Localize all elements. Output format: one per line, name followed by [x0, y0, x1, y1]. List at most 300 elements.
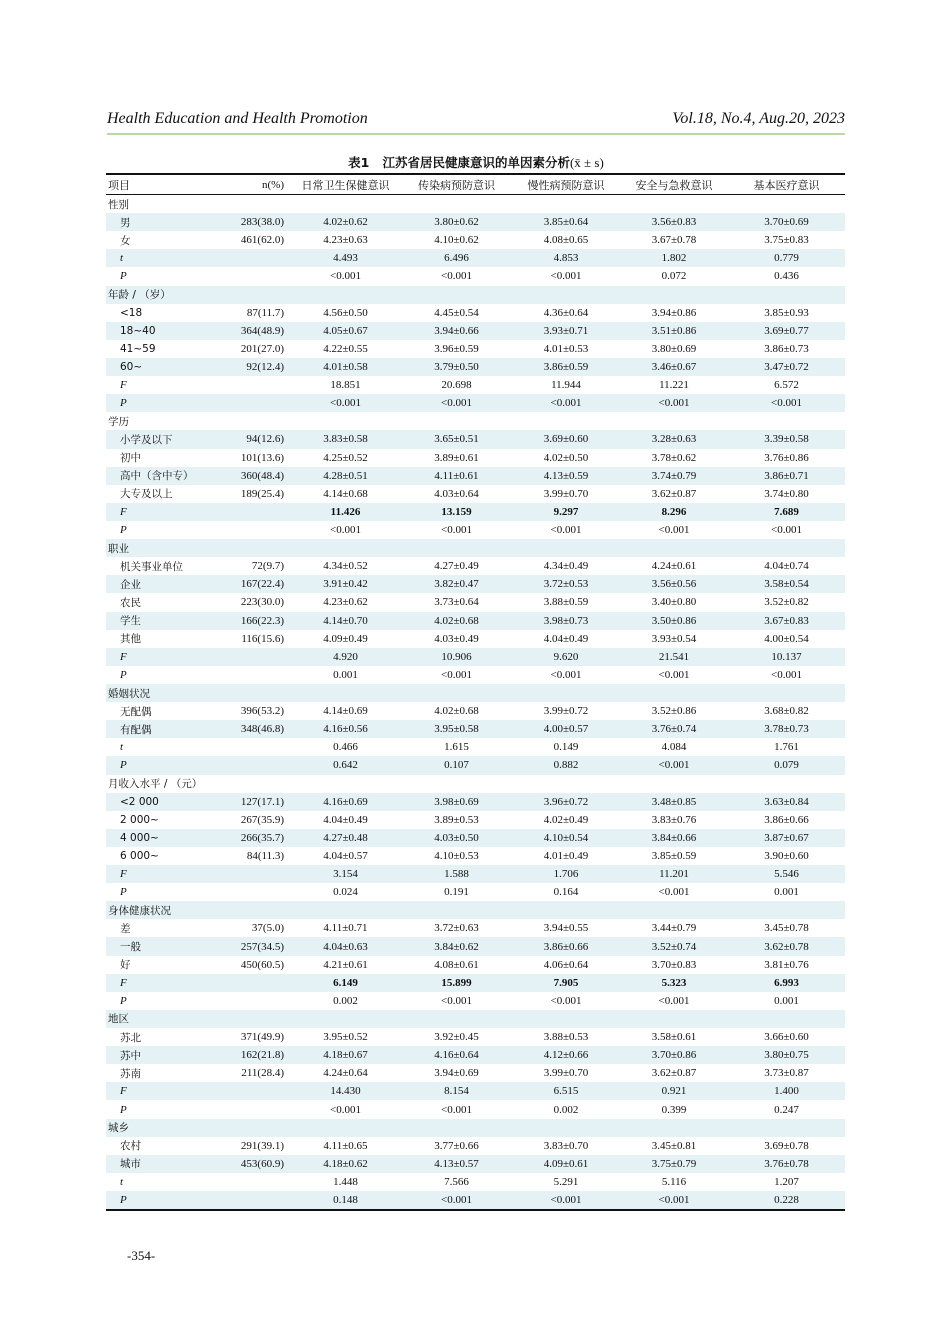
row-n-percent: 453(60.9) [206, 1155, 290, 1173]
row-label: P [106, 394, 206, 412]
row-value-4: <0.001 [658, 886, 690, 899]
row-value-1: 3.95±0.52 [323, 1031, 368, 1044]
row-value-3: 4.08±0.65 [543, 234, 589, 247]
table-row [106, 593, 845, 611]
header-rule [107, 133, 845, 135]
row-value-4: 11.221 [659, 379, 689, 392]
row-n-percent: 101(13.6) [240, 451, 284, 464]
row-value-4: 4.24±0.61 [651, 560, 697, 573]
row-label: P [120, 668, 127, 681]
row-value-3: 3.86±0.66 [512, 937, 620, 955]
row-value-5: 3.80±0.75 [728, 1046, 845, 1064]
row-value-2: 4.03±0.49 [434, 632, 479, 645]
row-n-percent: 371(49.9) [240, 1031, 284, 1044]
row-value-3: 4.853 [512, 249, 620, 267]
row-value-4: 3.78±0.62 [651, 451, 697, 464]
row-value-1: 4.23±0.63 [323, 234, 368, 247]
row-value-5: 0.779 [728, 249, 845, 267]
table-row [106, 702, 845, 720]
row-value-1: <0.001 [330, 270, 361, 283]
row-value-5: <0.001 [771, 668, 802, 681]
row-n-percent [206, 503, 290, 521]
row-value-4 [620, 286, 728, 304]
row-value-5: 6.993 [728, 974, 845, 992]
row-label: 身体健康状况 [106, 901, 206, 919]
row-label: 婚姻状况 [106, 684, 206, 702]
row-value-5: 10.137 [728, 648, 845, 666]
stat-row [106, 865, 845, 883]
row-value-3: 4.12±0.66 [512, 1046, 620, 1064]
group-row [106, 684, 845, 702]
row-n-percent [206, 1191, 290, 1210]
row-value-1: 3.154 [290, 865, 401, 883]
table-row [106, 231, 845, 249]
row-value-3: 4.34±0.49 [543, 560, 589, 573]
stat-row [106, 1082, 845, 1100]
row-value-1: 0.148 [290, 1191, 401, 1210]
row-value-2: 3.80±0.62 [401, 213, 512, 231]
table-row [106, 956, 845, 974]
stat-row [106, 1173, 845, 1191]
row-n-percent [206, 412, 290, 430]
row-value-2: <0.001 [401, 394, 512, 412]
row-value-1: 4.04±0.57 [323, 849, 368, 862]
row-value-5 [728, 684, 845, 702]
table-row [106, 557, 845, 575]
row-label: F [120, 379, 127, 392]
row-value-3: 3.93±0.71 [512, 322, 620, 340]
row-value-5: 3.63±0.84 [728, 793, 845, 811]
row-value-5: 3.52±0.82 [764, 596, 809, 609]
row-n-percent: 116(15.6) [241, 632, 284, 645]
row-label: F [106, 865, 206, 883]
row-value-3: 0.149 [553, 741, 579, 754]
stat-row [106, 1100, 845, 1118]
row-label: 2 000~ [120, 813, 159, 826]
row-value-1: 4.16±0.69 [290, 793, 401, 811]
row-n-percent: 461(62.0) [240, 234, 284, 247]
row-value-1 [290, 775, 401, 793]
row-value-4: 3.46±0.67 [620, 358, 728, 376]
col-header-item: 项目 [108, 178, 130, 192]
row-value-3: 4.02±0.49 [543, 813, 589, 826]
row-value-1: 4.01±0.58 [290, 358, 401, 376]
row-value-1: 0.466 [333, 741, 358, 754]
row-value-5: 3.87±0.67 [728, 829, 845, 847]
row-value-1: 4.493 [290, 249, 401, 267]
row-label: 月收入水平 / （元） [108, 778, 203, 791]
row-label: 女 [120, 234, 131, 247]
row-value-2: <0.001 [441, 1103, 472, 1116]
table-row [106, 612, 845, 630]
row-label: 农村 [120, 1140, 141, 1153]
row-value-1: 0.642 [290, 756, 401, 774]
row-label: P [120, 524, 127, 537]
row-label: 学历 [108, 415, 129, 428]
row-n-percent [206, 539, 290, 557]
table-row [106, 919, 845, 937]
row-label: P [120, 886, 127, 899]
row-value-4: 3.62±0.87 [651, 1067, 697, 1080]
row-label: F [106, 648, 206, 666]
row-n-percent: 127(17.1) [206, 793, 290, 811]
row-value-4: 3.70±0.83 [651, 958, 697, 971]
row-value-3: <0.001 [550, 270, 582, 283]
row-value-4: 3.84±0.66 [620, 829, 728, 847]
row-value-3: 3.88±0.53 [543, 1031, 589, 1044]
table-row [106, 358, 845, 376]
row-value-1: <0.001 [290, 394, 401, 412]
row-value-4 [620, 684, 728, 702]
row-value-5: 4.04±0.74 [764, 560, 809, 573]
row-value-4: 21.541 [620, 648, 728, 666]
table-row [106, 340, 845, 358]
row-value-2 [401, 684, 512, 702]
row-value-2: 3.79±0.50 [401, 358, 512, 376]
row-value-2: 10.906 [401, 648, 512, 666]
col-header-daily-hygiene: 日常卫生保健意识 [301, 178, 390, 192]
row-value-3: <0.001 [550, 668, 582, 681]
row-value-2: 3.92±0.45 [434, 1031, 479, 1044]
row-value-5: 3.66±0.60 [764, 1031, 809, 1044]
row-label: F [106, 1082, 206, 1100]
row-value-4: 0.921 [620, 1082, 728, 1100]
row-value-3: 4.09±0.61 [512, 1155, 620, 1173]
row-value-4: 5.323 [620, 974, 728, 992]
row-label: 农民 [120, 596, 141, 609]
row-value-5 [728, 775, 845, 793]
row-value-5: 3.39±0.58 [728, 430, 845, 448]
page-number: -354- [127, 1248, 156, 1263]
row-n-percent [206, 883, 290, 901]
row-value-1: 4.18±0.67 [290, 1046, 401, 1064]
row-value-3: 1.706 [512, 865, 620, 883]
row-value-2 [401, 901, 512, 919]
row-value-4: 1.802 [620, 249, 728, 267]
row-value-4: 3.76±0.74 [620, 720, 728, 738]
row-label: 41~59 [120, 342, 156, 355]
row-n-percent: 94(12.6) [206, 430, 290, 448]
row-value-2: 3.95±0.58 [401, 720, 512, 738]
row-value-5: 3.86±0.66 [764, 813, 809, 826]
row-value-5: 3.90±0.60 [764, 849, 809, 862]
row-value-3: 4.02±0.50 [543, 451, 589, 464]
row-value-4: 11.201 [620, 865, 728, 883]
row-n-percent [206, 738, 290, 756]
row-value-3: 3.99±0.72 [543, 705, 589, 718]
row-n-percent [206, 521, 290, 539]
row-value-5: 1.400 [728, 1082, 845, 1100]
row-label: 年龄 / （岁） [106, 286, 206, 304]
row-value-3: 4.01±0.49 [543, 849, 589, 862]
row-value-2: 4.10±0.53 [434, 849, 479, 862]
group-row [106, 195, 845, 214]
row-value-3: 4.10±0.54 [512, 829, 620, 847]
col-header-safety-first-aid: 安全与急救意识 [635, 178, 713, 192]
row-label: P [120, 1103, 127, 1116]
row-value-4: 0.399 [661, 1103, 687, 1116]
row-value-2: 15.899 [401, 974, 512, 992]
row-value-2: 4.27±0.49 [434, 560, 479, 573]
row-n-percent [206, 1119, 290, 1137]
row-label: 18~40 [106, 322, 206, 340]
row-value-4: 3.56±0.83 [620, 213, 728, 231]
stat-row [106, 394, 845, 412]
table-row [106, 322, 845, 340]
row-value-4: 3.94±0.86 [651, 306, 697, 319]
row-value-2: <0.001 [441, 668, 472, 681]
row-value-4: 3.62±0.87 [651, 487, 697, 500]
stat-row [106, 992, 845, 1010]
row-value-3: 0.002 [553, 1103, 579, 1116]
row-value-5 [728, 1119, 845, 1137]
table-row [106, 575, 845, 593]
group-row [106, 1010, 845, 1028]
row-value-1: 4.21±0.61 [323, 958, 368, 971]
row-value-5: 3.69±0.77 [728, 322, 845, 340]
row-value-4: 3.58±0.61 [651, 1031, 697, 1044]
stat-row [106, 376, 845, 394]
row-value-5: 0.436 [774, 270, 799, 283]
row-label: 6 000~ [120, 849, 159, 862]
row-value-2: 8.154 [401, 1082, 512, 1100]
row-value-3: 4.06±0.64 [543, 958, 589, 971]
row-value-3 [512, 1119, 620, 1137]
row-value-3: 3.72±0.53 [512, 575, 620, 593]
row-value-1: 4.14±0.70 [290, 612, 401, 630]
row-value-2: 4.11±0.61 [401, 467, 512, 485]
table-row [106, 811, 845, 829]
group-row [106, 901, 845, 919]
row-value-5: 3.75±0.83 [764, 234, 809, 247]
row-value-5: 0.228 [728, 1191, 845, 1210]
row-value-5: 1.207 [774, 1175, 799, 1188]
table-row [106, 720, 845, 738]
table-row [106, 1064, 845, 1082]
row-n-percent: 211(28.4) [241, 1067, 284, 1080]
row-n-percent [206, 1173, 290, 1191]
row-n-percent [206, 195, 290, 214]
row-value-3: <0.001 [550, 994, 582, 1007]
col-header-chronic-disease: 慢性病预防意识 [527, 178, 605, 192]
row-value-5: <0.001 [728, 394, 845, 412]
row-value-3: 3.96±0.72 [512, 793, 620, 811]
row-n-percent: 92(12.4) [206, 358, 290, 376]
row-value-4: <0.001 [620, 394, 728, 412]
col-header-infectious-disease: 传染病预防意识 [418, 178, 495, 192]
row-value-1 [290, 901, 401, 919]
row-value-4: 5.116 [661, 1175, 687, 1188]
row-value-1 [290, 286, 401, 304]
row-value-5 [728, 195, 845, 214]
row-label: 苏北 [120, 1031, 141, 1044]
row-value-2: 3.82±0.47 [401, 575, 512, 593]
row-label: 高中（含中专） [106, 467, 206, 485]
volume-info: Vol.18, No.4, Aug.20, 2023 [672, 110, 845, 127]
row-value-1: 4.16±0.56 [290, 720, 401, 738]
row-value-5: 3.76±0.78 [728, 1155, 845, 1173]
row-label: 差 [120, 922, 131, 935]
table-row [106, 1028, 845, 1046]
row-value-1 [290, 1119, 401, 1137]
stat-row [106, 974, 845, 992]
row-label: F [106, 503, 206, 521]
row-value-2 [401, 1119, 512, 1137]
row-value-4: 3.45±0.81 [651, 1139, 697, 1152]
row-value-2: 3.94±0.69 [434, 1067, 479, 1080]
row-value-4 [620, 412, 728, 430]
row-value-3 [512, 775, 620, 793]
row-value-4: <0.001 [620, 756, 728, 774]
row-value-1 [290, 684, 401, 702]
table-row [106, 793, 845, 811]
row-value-4 [620, 901, 728, 919]
row-value-2: 3.96±0.59 [434, 342, 479, 355]
row-value-1 [290, 539, 401, 557]
row-n-percent [206, 648, 290, 666]
row-value-3: <0.001 [550, 524, 582, 537]
row-value-5: 3.86±0.71 [728, 467, 845, 485]
row-label: P [120, 270, 127, 283]
row-value-3: 9.620 [512, 648, 620, 666]
row-label: 城乡 [106, 1119, 206, 1137]
row-value-2 [401, 412, 512, 430]
row-n-percent: 450(60.5) [240, 958, 284, 971]
row-value-3 [512, 539, 620, 557]
row-value-2: 3.94±0.66 [401, 322, 512, 340]
row-label: 好 [120, 959, 131, 972]
row-n-percent: 162(21.8) [206, 1046, 290, 1064]
row-value-4: 8.296 [620, 503, 728, 521]
row-value-4: <0.001 [620, 1191, 728, 1210]
row-value-1: 18.851 [330, 379, 361, 392]
row-label: 城市 [106, 1155, 206, 1173]
row-value-4: 3.85±0.59 [651, 849, 697, 862]
row-value-5: 3.74±0.80 [764, 487, 809, 500]
row-label: 小学及以下 [106, 430, 206, 448]
row-value-5: 0.079 [728, 756, 845, 774]
row-value-3: 0.882 [512, 756, 620, 774]
table-row [106, 485, 845, 503]
row-n-percent [206, 756, 290, 774]
row-label: P [106, 756, 206, 774]
row-value-2: 4.08±0.61 [434, 958, 479, 971]
row-value-5: 3.76±0.86 [764, 451, 809, 464]
row-n-percent [206, 992, 290, 1010]
row-n-percent: 37(5.0) [251, 922, 284, 935]
row-value-1: 4.27±0.48 [290, 829, 401, 847]
row-value-1: 4.25±0.52 [323, 451, 368, 464]
col-header-basic-medical: 基本医疗意识 [753, 178, 820, 192]
stat-row [106, 756, 845, 774]
row-value-4: 3.75±0.79 [620, 1155, 728, 1173]
row-label: 地区 [106, 1010, 206, 1028]
row-n-percent [206, 1010, 290, 1028]
row-label: 60~ [106, 358, 206, 376]
row-label: 无配偶 [120, 705, 152, 718]
row-value-2 [401, 286, 512, 304]
table-row [106, 430, 845, 448]
row-value-1: 4.56±0.50 [323, 306, 368, 319]
row-value-3: <0.001 [512, 394, 620, 412]
row-value-1: 4.05±0.67 [290, 322, 401, 340]
table-row [106, 1137, 845, 1155]
row-value-2: 1.588 [401, 865, 512, 883]
row-value-3 [512, 1010, 620, 1028]
group-row [106, 539, 845, 557]
row-value-2: 4.16±0.64 [401, 1046, 512, 1064]
row-value-5: 3.45±0.78 [764, 922, 809, 935]
row-value-3: 4.01±0.53 [543, 342, 589, 355]
row-value-5 [728, 539, 845, 557]
table-row [106, 937, 845, 955]
row-value-5: 0.001 [774, 886, 799, 899]
row-value-2: 0.191 [444, 886, 469, 899]
row-value-1: 14.430 [290, 1082, 401, 1100]
row-value-2: 4.13±0.57 [401, 1155, 512, 1173]
row-value-4: 3.74±0.79 [620, 467, 728, 485]
row-value-5: 3.78±0.73 [728, 720, 845, 738]
row-n-percent [206, 267, 290, 285]
stat-row [106, 521, 845, 539]
row-value-3: 3.94±0.55 [543, 922, 589, 935]
row-value-5: 4.00±0.54 [764, 632, 809, 645]
row-value-2: 3.98±0.69 [401, 793, 512, 811]
row-n-percent [206, 901, 290, 919]
row-value-2: 4.03±0.50 [401, 829, 512, 847]
row-value-5 [728, 1010, 845, 1028]
row-value-5: 1.761 [774, 741, 799, 754]
row-value-4: 4.084 [661, 741, 687, 754]
row-value-1: 11.426 [290, 503, 401, 521]
row-n-percent: 267(35.9) [240, 813, 284, 826]
row-value-5: 3.47±0.72 [728, 358, 845, 376]
row-n-percent: 257(34.5) [206, 937, 290, 955]
row-value-2: 13.159 [401, 503, 512, 521]
row-value-5: 3.58±0.54 [728, 575, 845, 593]
row-label: P [106, 1191, 206, 1210]
row-value-4: 3.93±0.54 [651, 632, 697, 645]
row-value-1: 4.28±0.51 [290, 467, 401, 485]
row-value-4 [620, 1010, 728, 1028]
table-row [106, 1046, 845, 1064]
row-n-percent: 84(11.3) [246, 849, 284, 862]
row-value-1: 4.18±0.62 [290, 1155, 401, 1173]
row-value-1: <0.001 [330, 1103, 361, 1116]
row-n-percent [206, 394, 290, 412]
row-value-2 [401, 775, 512, 793]
row-value-1: 4.02±0.62 [290, 213, 401, 231]
row-value-5: 3.68±0.82 [764, 705, 809, 718]
row-value-3: 4.04±0.49 [543, 632, 589, 645]
row-n-percent: 360(48.4) [206, 467, 290, 485]
row-n-percent: 223(30.0) [240, 596, 284, 609]
row-value-5: 3.85±0.93 [764, 306, 809, 319]
running-header [107, 110, 845, 132]
row-label: 机关事业单位 [120, 560, 183, 573]
row-value-3 [512, 286, 620, 304]
row-value-4 [620, 1119, 728, 1137]
row-value-4: 0.072 [661, 270, 687, 283]
data-table [106, 173, 845, 1211]
col-header-n: n(%) [262, 178, 284, 191]
row-value-1 [290, 412, 401, 430]
row-value-3 [512, 684, 620, 702]
row-label: 初中 [120, 452, 141, 465]
row-n-percent: 166(22.3) [206, 612, 290, 630]
row-value-3: 6.515 [512, 1082, 620, 1100]
table-row [106, 829, 845, 847]
